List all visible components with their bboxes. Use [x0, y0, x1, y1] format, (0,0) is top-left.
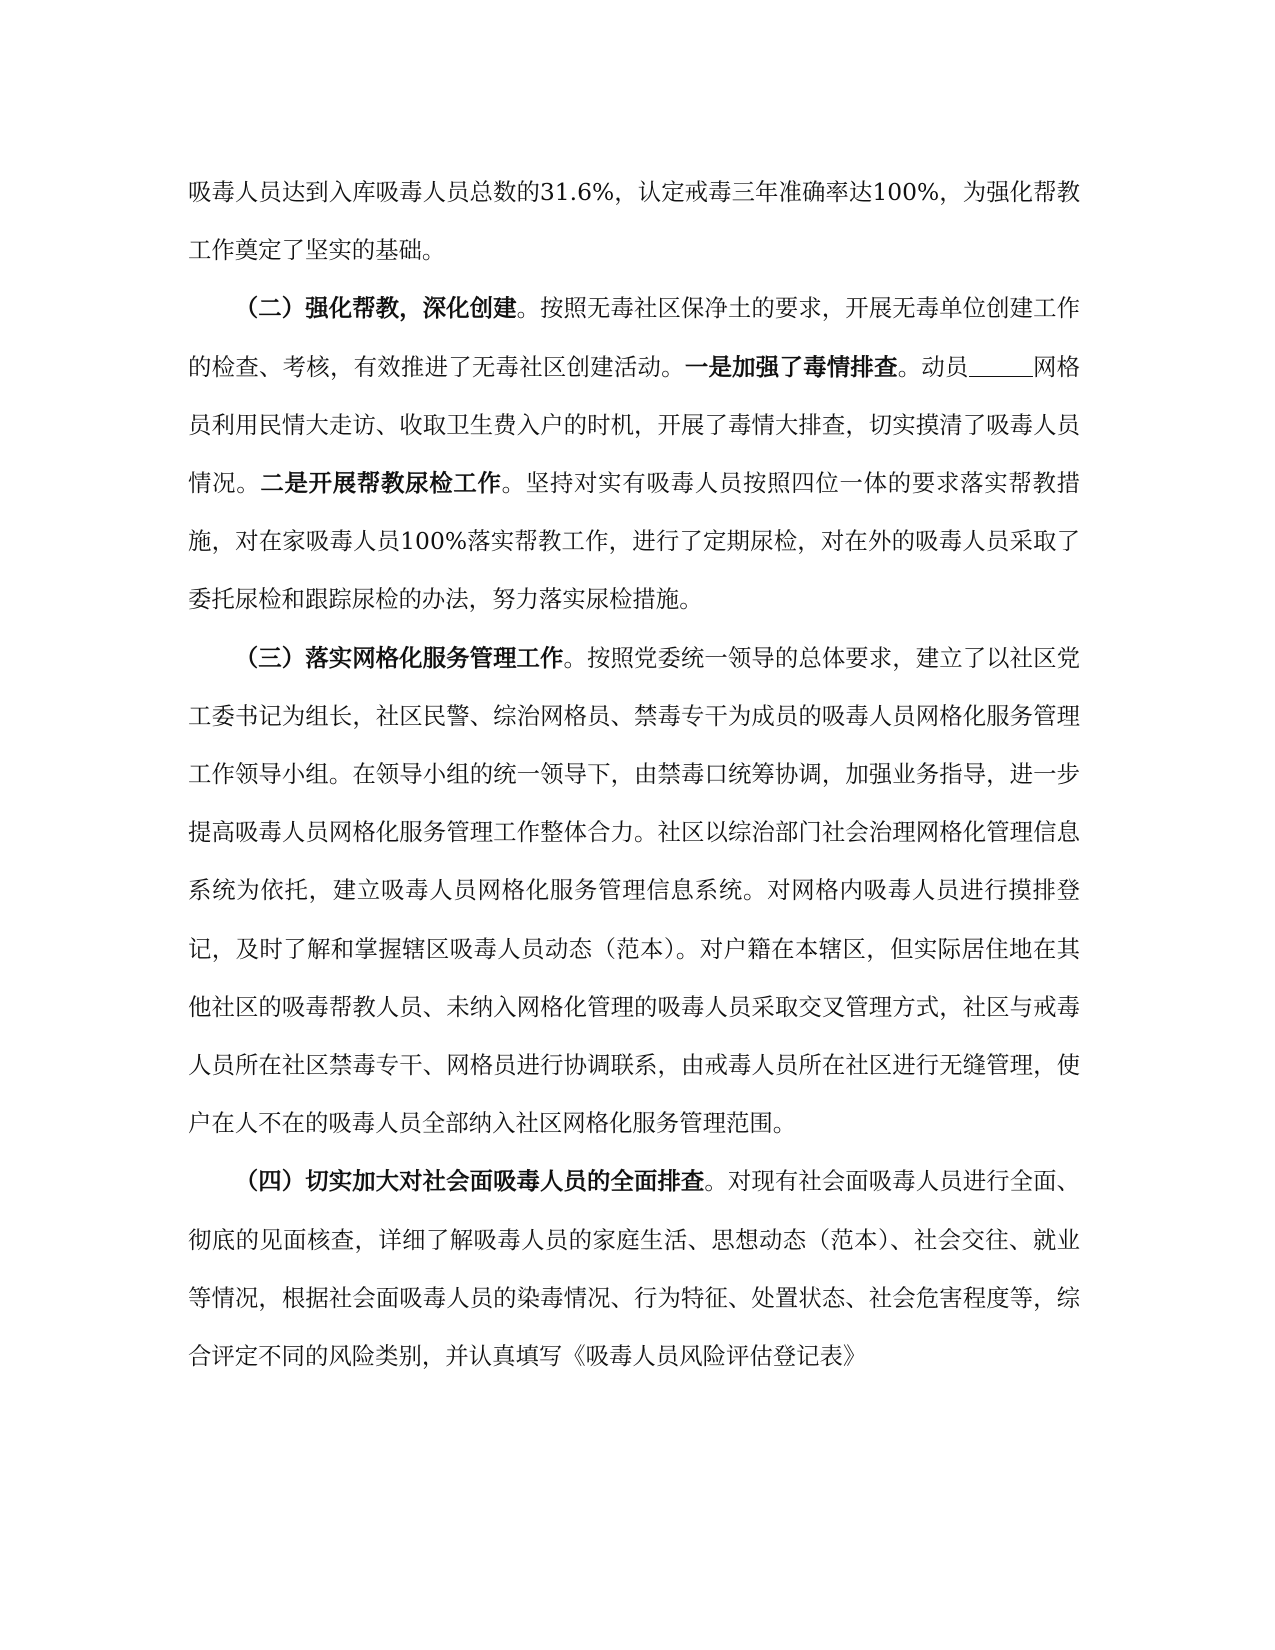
point-heading-2: 二是开展帮教尿检工作: [260, 469, 502, 498]
paragraph-text: 。按照无毒社区保净土的要求，开展无毒单位创建工作的检查、考核，有效推进了无毒社区创建活动。: [188, 294, 1080, 381]
paragraph-text: 。动员: [897, 352, 969, 381]
paragraph-section-4: [188, 1152, 1080, 1385]
fill-in-blank: [969, 353, 1033, 377]
paragraph-continued: [188, 163, 1080, 279]
paragraph-text: 。按照党委统一领导的总体要求，建立了以社区党工委书记为组长，社区民警、综治网格员、禁毒专干为成员的吸毒人员网格化服务管理工作领导小组。在领导小组的统一领导下，由禁毒口统筹协调，加强业务指导，进一步提高吸毒人员网格化服务管理工作整体合力。社区以综治部门社会治理网格化管理信息系统为依托，建立吸毒人员网格化服务管理信息系统。对网格内吸毒人员进行摸排登记，及时了解和掌握辖区吸毒人员动态（范本）。对户籍在本辖区，但实际居住地在其他社区的吸毒帮教人员、未纳入网格化管理的吸毒人员采取交叉管理方式，社区与戒毒人员所在社区禁毒专干、网格员进行协调联系，由戒毒人员所在社区进行无缝管理，使户在人不在的吸毒人员全部纳入社区网格化服务管理范围。: [188, 643, 1081, 1138]
section-heading-2: （二）强化帮教，深化创建: [234, 294, 517, 323]
paragraph-text: 。坚持对实有吸毒人员按照四位一体的要求落实帮教措施，对在家吸毒人员100%落实帮教工作，进行了定期尿检，对在外的吸毒人员采取了委托尿检和跟踪尿检的办法，努力落实尿检措施。: [188, 469, 1081, 614]
paragraph-section-2: [188, 279, 1080, 628]
document-body: [188, 163, 1080, 1385]
section-heading-4: （四）切实加大对社会面吸毒人员的全面排查: [234, 1167, 705, 1196]
paragraph-text: 吸毒人员达到入库吸毒人员总数的31.6%，认定戒毒三年准确率达100%，为强化帮教工作奠定了坚实的基础。: [188, 178, 1080, 265]
section-heading-3: （三）落实网格化服务管理工作: [234, 643, 564, 672]
paragraph-text: 网格员利用民情大走访、收取卫生费入户的时机，开展了毒情大排查，切实摸清了吸毒人员情况。: [188, 352, 1081, 498]
point-heading-1: 一是加强了毒情排查: [684, 352, 898, 381]
paragraph-section-3: [188, 629, 1080, 1153]
paragraph-text: 。对现有社会面吸毒人员进行全面、彻底的见面核查，详细了解吸毒人员的家庭生活、思想动态（范本）、社会交往、就业等情况，根据社会面吸毒人员的染毒情况、行为特征、处置状态、社会危害程度等，综合评定不同的风险类别，并认真填写《吸毒人员风险评估登记表》: [188, 1167, 1081, 1371]
